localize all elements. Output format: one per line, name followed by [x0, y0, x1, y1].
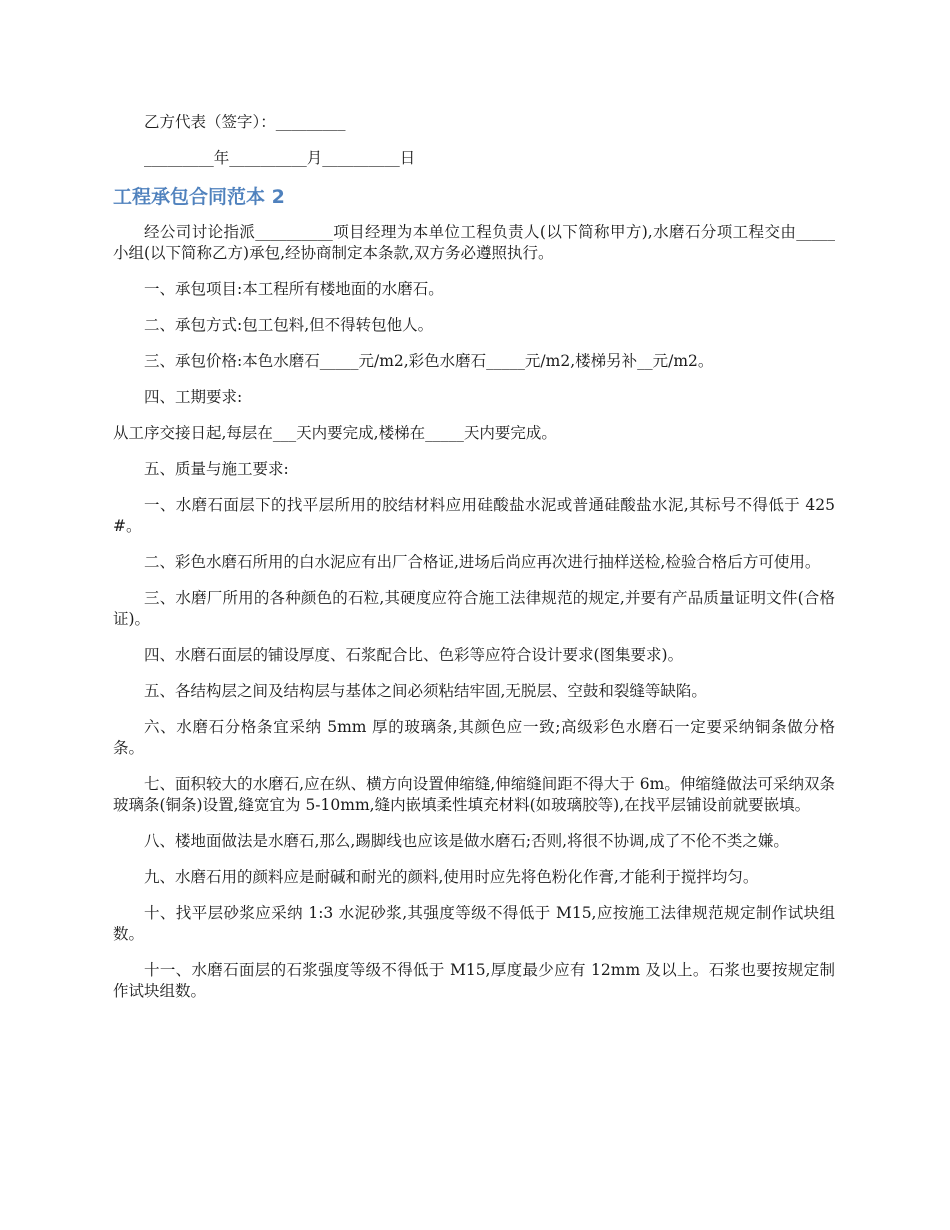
contract-paragraph: 三、承包价格:本色水磨石_____元/m2,彩色水磨石_____元/m2,楼梯另补__元/m2。 — [144, 352, 714, 370]
contract-paragraph: 十、找平层砂浆应采纳 1:3 水泥砂浆,其强度等级不得低于 M15,应按施工法律规范规定制作试块组数。 — [113, 904, 835, 943]
contract-paragraph: 五、各结构层之间及结构层与基体之间必须粘结牢固,无脱层、空鼓和裂缝等缺陷。 — [144, 682, 707, 700]
contract-paragraph: 一、承包项目:本工程所有楼地面的水磨石。 — [144, 280, 444, 298]
contract-paragraph: 一、水磨石面层下的找平层所用的胶结材料应用硅酸盐水泥或普通硅酸盐水泥,其标号不得低于 425#。 — [113, 496, 835, 535]
contract-paragraph: 经公司讨论指派__________项目经理为本单位工程负责人(以下简称甲方),水磨石分项工程交由_____小组(以下简称乙方)承包,经协商制定本条款,双方务必遵照执行。 — [113, 223, 835, 262]
contract-paragraph: 三、水磨厂所用的各种颜色的石粒,其硬度应符合施工法律规范的规定,并要有产品质量证明文件(合格证)。 — [113, 589, 835, 628]
document-page — [113, 112, 835, 1017]
contract-paragraph: 九、水磨石用的颜料应是耐碱和耐光的颜料,使用时应先将色粉化作膏,才能利于搅拌均匀。 — [144, 868, 759, 886]
section-title: 工程承包合同范本 2 — [113, 186, 285, 208]
date-line: _________年__________月__________日 — [144, 149, 416, 167]
contract-paragraph: 十一、水磨石面层的石浆强度等级不得低于 M15,厚度最少应有 12mm 及以上。石浆也要按规定制作试块组数。 — [113, 961, 835, 1000]
contract-body — [113, 222, 835, 1002]
contract-paragraph: 六、水磨石分格条宜采纳 5mm 厚的玻璃条,其颜色应一致;高级彩色水磨石一定要采纳铜条做分格条。 — [113, 718, 835, 757]
contract-paragraph: 四、水磨石面层的铺设厚度、石浆配合比、色彩等应符合设计要求(图集要求)。 — [144, 646, 684, 664]
contract-paragraph: 五、质量与施工要求: — [144, 460, 289, 478]
contract-paragraph: 七、面积较大的水磨石,应在纵、横方向设置伸缩缝,伸缩缝间距不得大于 6m。伸缩缝做法可采纳双条玻璃条(铜条)设置,缝宽宜为 5-10mm,缝内嵌填柔性填充材料(如玻璃胶等),在找平层铺设前就要嵌填。 — [113, 775, 835, 814]
contract-paragraph: 二、彩色水磨石所用的白水泥应有出厂合格证,进场后尚应再次进行抽样送检,检验合格后方可使用。 — [144, 553, 821, 571]
contract-paragraph: 二、承包方式:包工包料,但不得转包他人。 — [144, 316, 434, 334]
contract-paragraph: 八、楼地面做法是水磨石,那么,踢脚线也应该是做水磨石;否则,将很不协调,成了不伦不类之嫌。 — [144, 832, 789, 850]
contract-paragraph: 四、工期要求: — [144, 388, 243, 406]
contract-paragraph: 从工序交接日起,每层在___天内要完成,楼梯在_____天内要完成。 — [113, 424, 557, 442]
signature-line: 乙方代表（签字）：_________ — [144, 113, 346, 131]
